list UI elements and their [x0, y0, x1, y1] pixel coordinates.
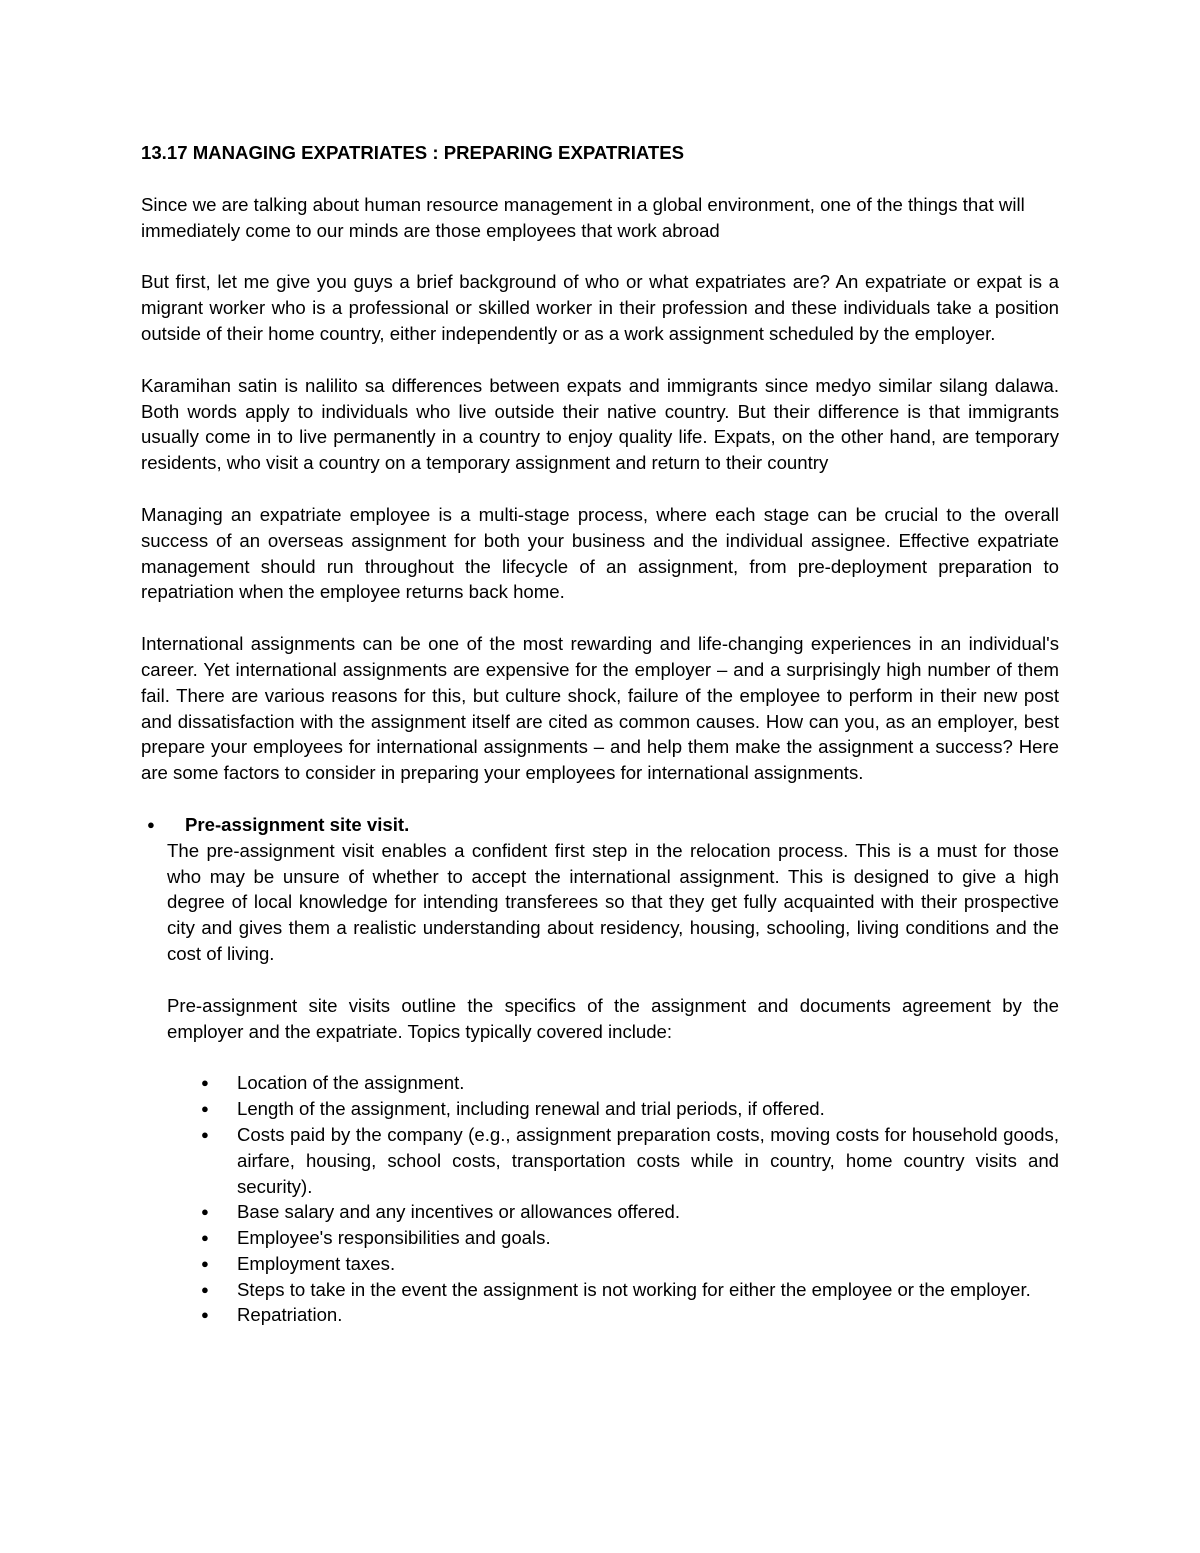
list-item: ● Repatriation.	[201, 1302, 1059, 1328]
list-item: ● Steps to take in the event the assignment is not working for either the employee or the employer.	[201, 1277, 1059, 1303]
pre-assignment-visit-paragraph: The pre-assignment visit enables a confident first step in the relocation process. This is a must for those who may be unsure of whether to accept the international assignment. This is designed to give a high degree of local knowledge for intending transferees so that they get fully acquainted with their prospective city and gives them a realistic understanding about residency, housing, schooling, living conditions and the cost of living.	[167, 839, 1059, 964]
section-body	[167, 838, 1059, 1329]
factor-item	[141, 812, 1059, 838]
document-page	[141, 140, 1059, 1328]
expats-vs-immigrants-paragraph: Karamihan satin is nalilito sa differences between expats and immigrants since medyo similar silang dalawa. Both words apply to individuals who live outside their native country. But their difference is that immigrants usually come in to live permanently in a country to enjoy quality life. Expats, on the other hand, are temporary residents, who visit a country on a temporary assignment and return to their country	[141, 374, 1059, 474]
list-item: ● Base salary and any incentives or allowances offered.	[201, 1199, 1059, 1225]
international-assignments-paragraph: International assignments can be one of the most rewarding and life-changing experiences in an individual's career. Yet international assignments are expensive for the employer – and a surprisingly high number of them fail. There are various reasons for this, but culture shock, failure of the employee to perform in their new post and dissatisfaction with the assignment itself are cited as common causes. How can you, as an employer, best prepare your employees for international assignments – and help them make the assignment a success? Here are some factors to consider in preparing your employees for international assignments.	[141, 633, 1059, 784]
factors-list	[141, 812, 1059, 838]
list-item: ● Length of the assignment, including renewal and trial periods, if offered.	[201, 1096, 1059, 1122]
document-title: 13.17 MANAGING EXPATRIATES : PREPARING EXPATRIATES	[141, 142, 685, 163]
list-item: ● Employment taxes.	[201, 1251, 1059, 1277]
managing-expatriates-paragraph: Managing an expatriate employee is a multi-stage process, where each stage can be crucial to the overall success of an overseas assignment for both your business and the individual assignee. Effective expatriate management should run throughout the lifecycle of an assignment, from pre-deployment preparation to repatriation when the employee returns back home.	[141, 503, 1059, 603]
section-heading: ● Pre-assignment site visit.	[185, 813, 410, 835]
list-item: ● Employee's responsibilities and goals.	[201, 1225, 1059, 1251]
site-visit-topics-intro: Pre-assignment site visits outline the specifics of the assignment and documents agreement by the employer and the expatriate. Topics typically covered include:	[167, 994, 1059, 1042]
intro-paragraph: Since we are talking about human resource management in a global environment, one of the things that will immediately come to our minds are those employees that work abroad	[141, 193, 1025, 241]
expatriate-definition-paragraph: But first, let me give you guys a brief background of who or what expatriates are? An expatriate or expat is a migrant worker who is a professional or skilled worker in their profession and these individuals take a position outside of their home country, either independently or as a work assignment scheduled by the employer.	[141, 271, 1059, 344]
topics-list	[201, 1070, 1059, 1328]
list-item: ● Costs paid by the company (e.g., assignment preparation costs, moving costs for household goods, airfare, housing, school costs, transportation costs while in country, home country visits and security).	[201, 1122, 1059, 1199]
list-item: ● Location of the assignment.	[201, 1070, 1059, 1096]
